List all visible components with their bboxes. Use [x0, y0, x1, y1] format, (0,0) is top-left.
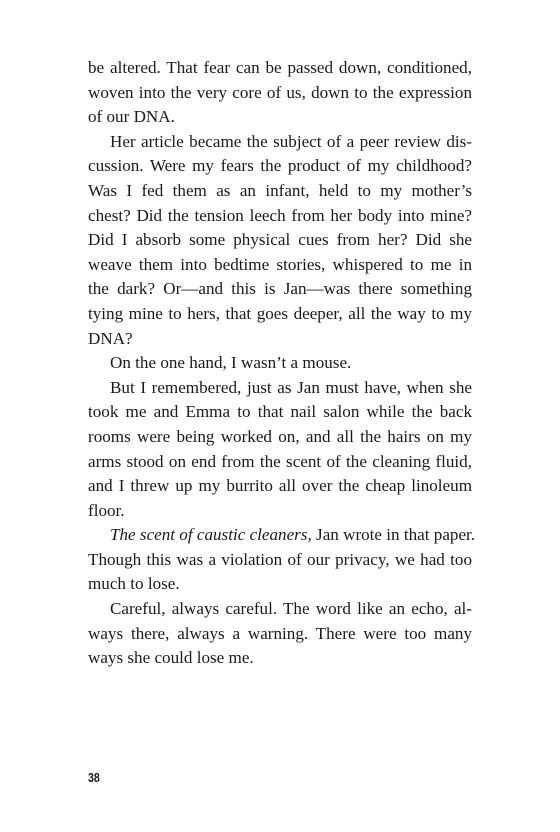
text-line: Was I fed them as an infant, held to my mother’s	[88, 180, 472, 200]
text-line: rooms were being worked on, and all the hairs on my	[88, 426, 472, 446]
text-line: and I threw up my burrito all over the cheap linoleum	[88, 476, 472, 496]
text-line: Though this was a violation of our privacy, we had too	[88, 549, 472, 569]
paragraph-1	[88, 56, 472, 130]
page-number: 38	[88, 770, 100, 785]
paragraph-2	[88, 130, 472, 351]
text-fragment: Jan wrote in that paper.	[311, 525, 476, 545]
paragraph-5	[88, 523, 476, 597]
text-line: Did I absorb some physical cues from her? Did she	[88, 230, 472, 250]
text-line: But I remembered, just as Jan must have, when she	[110, 377, 472, 397]
text-line	[88, 523, 476, 548]
text-line: the dark? Or—and this is Jan—was there something	[88, 279, 472, 299]
text-line: ways she could lose me.	[88, 648, 254, 668]
text-line: Careful, always careful. The word like an echo, al-	[110, 599, 472, 619]
text-line: cussion. Were my fears the product of my childhood?	[88, 156, 472, 176]
text-line: DNA?	[88, 328, 133, 348]
text-line: tying mine to hers, that goes deeper, all the way to my	[88, 303, 472, 323]
body-text	[88, 56, 476, 671]
text-line: ways there, always a warning. There were too many	[88, 623, 472, 643]
text-line: floor.	[88, 500, 125, 520]
text-line: On the one hand, I wasn’t a mouse.	[110, 353, 352, 373]
paragraph-3	[88, 351, 472, 376]
text-line: be altered. That fear can be passed down, conditioned,	[88, 58, 472, 77]
text-line: Her article became the subject of a peer review dis-	[110, 131, 472, 151]
text-line: much to lose.	[88, 574, 180, 594]
paragraph-4	[88, 376, 472, 524]
text-line: took me and Emma to that nail salon while the back	[88, 402, 472, 422]
text-line: woven into the very core of us, down to the expression	[88, 82, 472, 102]
text-line: chest? Did the tension leech from her body into mine?	[88, 205, 472, 225]
italic-phrase: The scent of caustic cleaners,	[110, 525, 312, 545]
text-line: weave them into bedtime stories, whispered to me in	[88, 254, 472, 274]
text-line: arms stood on end from the scent of the cleaning fluid,	[88, 451, 472, 471]
text-line: of our DNA.	[88, 107, 175, 127]
paragraph-6	[88, 597, 472, 671]
